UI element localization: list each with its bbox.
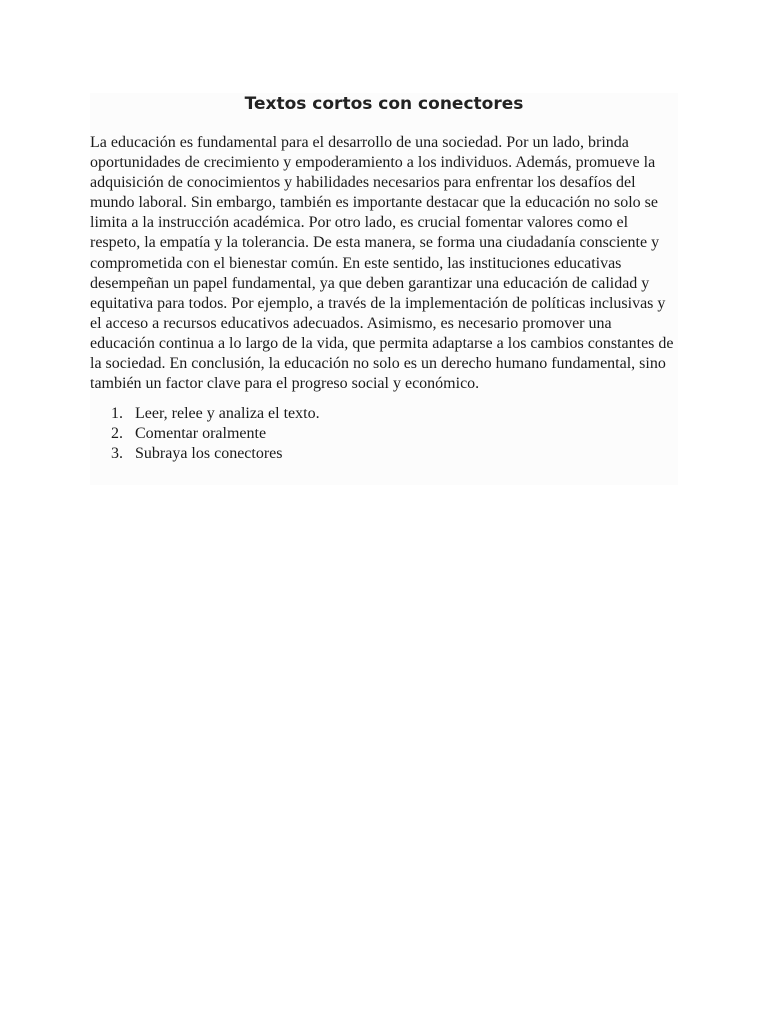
document-content [90, 93, 678, 485]
list-item [90, 404, 678, 424]
body-paragraph: La educación es fundamental para el desarrollo de una sociedad. Por un lado, brinda oportunidades de crecimiento y empoderamiento a los individuos. Además, promueve la adquisición de conocimientos y habilidades necesarios para enfrentar los desafíos del mundo laboral. Sin embargo, también es importante destacar que la educación no solo se limita a la instrucción académica. Por otro lado, es crucial fomentar valores como el respeto, la empatía y la tolerancia. De esta manera, se forma una ciudadanía consciente y comprometida con el bienestar común. En este sentido, las instituciones educativas desempeñan un papel fundamental, ya que deben garantizar una educación de calidad y equitativa para todos. Por ejemplo, a través de la implementación de políticas inclusivas y el acceso a recursos educativos adecuados. Asimismo, es necesario promover una educación continua a lo largo de la vida, que permita adaptarse a los cambios constantes de la sociedad. En conclusión, la educación no solo es un derecho humano fundamental, sino también un factor clave para el progreso social y económico. [90, 134, 674, 393]
task-list [90, 404, 678, 464]
list-item-number: 1. [111, 405, 123, 423]
list-item-text: Subraya los conectores [135, 445, 283, 463]
list-item [90, 424, 678, 444]
list-item-text: Comentar oralmente [135, 425, 267, 443]
list-item-number: 2. [111, 425, 123, 443]
list-item-text: Leer, relee y analiza el texto. [135, 405, 320, 423]
list-item [90, 444, 678, 464]
document-title: Textos cortos con conectores [244, 94, 524, 114]
list-item-number: 3. [111, 445, 123, 463]
